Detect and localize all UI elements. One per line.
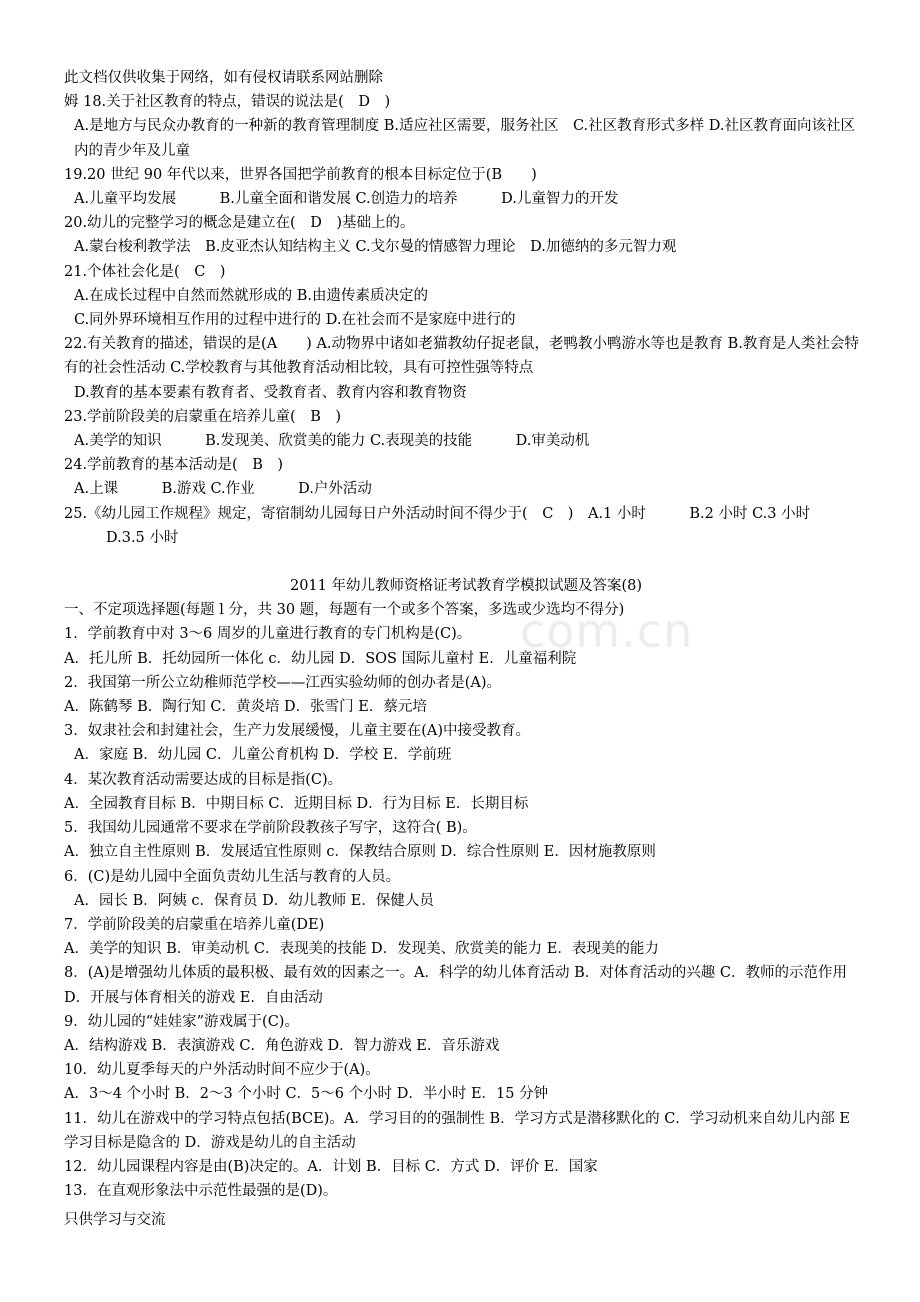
question-line: 姆 18.关于社区教育的特点，错误的说法是( D ) [64,94,391,111]
question-line: 19.20 世纪 90 年代以来，世界各国把学前教育的根本目标定位于(B ) [64,166,537,183]
question-line: A.蒙台梭利教学法 B.皮亚杰认知结构主义 C.戈尔曼的情感智力理论 D.加德纳的多元智力观 [74,239,677,256]
question-line: 21.个体社会化是( C ) [64,263,226,280]
question-line: 8．(A)是增强幼儿体质的最积极、最有效的因素之一。A．科学的幼儿体育活动 B．对体育活动的兴趣 C．教师的示范作用 D．开展与体育相关的游戏 E．自由活动 [64,965,847,1006]
document-body [64,66,868,1203]
question-line: 2．我国第一所公立幼稚师范学校——江西实验幼师的创办者是(A)。 [64,674,502,691]
question-line: A.儿童平均发展 B.儿童全面和谐发展 C.创造力的培养 D.儿童智力的开发 [74,191,619,208]
question-line: 10．幼儿夏季每天的户外活动时间不应少于(A)。 [64,1062,380,1079]
question-line: 23.学前阶段美的启蒙重在培养儿童( B ) [64,408,342,425]
question-line: 20.幼儿的完整学习的概念是建立在( D )基础上的。 [64,215,415,232]
question-line: D.3.5 小时 [106,529,179,546]
watermark: com.cn [520,604,694,658]
question-line: D.教育的基本要素有教育者、受教育者、教育内容和教育物资 [74,384,467,401]
header-notice: 此文档仅供收集于网络，如有侵权请联系网站删除 [64,70,383,86]
question-line: 5．我国幼儿园通常不要求在学前阶段教孩子写字，这符合( B)。 [64,820,477,837]
question-line: 25.《幼儿园工作规程》规定，寄宿制幼儿园每日户外活动时间不得少于( C ) A.1 小时 B.2 小时 C.3 小时 [64,505,811,522]
question-block-part2 [64,598,868,1203]
question-line: 3．奴隶社会和封建社会，生产力发展缓慢，儿童主要在(A)中接受教育。 [64,723,531,740]
footer-text: 只供学习与交流 [64,1212,166,1228]
question-line: A．家庭 B．幼儿园 C．儿童公育机构 D．学校 E．学前班 [74,747,452,764]
question-line: A．陈鹤琴 B．陶行知 C．黄炎培 D．张雪门 E．蔡元培 [64,699,427,716]
question-line: A.美学的知识 B.发现美、欣赏美的能力 C.表现美的技能 D.审美动机 [74,433,590,450]
question-line: A．3～4 个小时 B．2～3 个小时 C．5～6 个小时 D．半小时 E．15 分钟 [64,1086,549,1103]
question-line: C.同外界环境相互作用的过程中进行的 D.在社会而不是家庭中进行的 [74,312,516,329]
question-line: 6．(C)是幼儿园中全面负责幼儿生活与教育的人员。 [64,868,401,885]
section-title: 2011 年幼儿教师资格证考试教育学模拟试题及答案(8) [289,578,643,595]
question-line: 22.有关教育的描述，错误的是(A ) A.动物界中诸如老猫教幼仔捉老鼠，老鸭教小鸭游水等也是教育 B.教育是人类社会特有的社会性活动 C.学校教育与其他教育活动相比较，具有可控性强等特点 [64,336,859,377]
question-line: 13．在直观形象法中示范性最强的是(D)。 [64,1183,338,1200]
question-block-part1 [64,90,868,550]
question-line: A．托儿所 B．托幼园所一体化 c．幼儿园 D．SOS 国际儿童村 E．儿童福利院 [64,650,577,667]
question-line: 24.学前教育的基本活动是( B ) [64,457,284,474]
question-line: A.上课 B.游戏 C.作业 D.户外活动 [74,481,372,498]
question-line: A.是地方与民众办教育的一种新的教育管理制度 B.适应社区需要，服务社区 C.社区教育形式多样 D.社区教育面向该社区内的青少年及儿童 [74,118,855,159]
question-line: 9．幼儿园的“娃娃家”游戏属于(C)。 [64,1013,299,1030]
question-line: A．独立自主性原则 B．发展适宜性原则 c．保教结合原则 D．综合性原则 E．因材施教原则 [64,844,656,861]
question-line: A．结构游戏 B．表演游戏 C．角色游戏 D．智力游戏 E．音乐游戏 [64,1037,500,1054]
question-line: A．全园教育目标 B．中期目标 C．近期目标 D．行为目标 E．长期目标 [64,795,529,812]
question-line: 7．学前阶段美的启蒙重在培养儿童(DE) [64,916,325,933]
question-line: A.在成长过程中自然而然就形成的 B.由遗传素质决定的 [74,287,428,304]
question-line: 11．幼儿在游戏中的学习特点包括(BCE)。A．学习目的的强制性 B．学习方式是潜移默化的 C．学习动机来自幼儿内部 E 学习目标是隐含的 D．游戏是幼儿的自主活动 [64,1110,850,1151]
section-gap [64,550,868,574]
question-line: A．美学的知识 B．审美动机 C．表现美的技能 D．发现美、欣赏美的能力 E．表现美的能力 [64,941,659,958]
question-line: 1．学前教育中对 3～6 周岁的儿童进行教育的专门机构是(C)。 [64,626,472,643]
question-line: A．园长 B．阿姨 c．保育员 D．幼儿教师 E．保健人员 [74,892,434,909]
question-line: 12．幼儿园课程内容是由(B)决定的。A．计划 B．目标 C．方式 D．评价 E．国家 [64,1158,598,1175]
question-line: 4．某次教育活动需要达成的目标是指(C)。 [64,771,343,788]
question-line: 一、不定项选择题(每题 l 分，共 30 题，每题有一个或多个答案，多选或少选均不得分) [64,602,625,619]
